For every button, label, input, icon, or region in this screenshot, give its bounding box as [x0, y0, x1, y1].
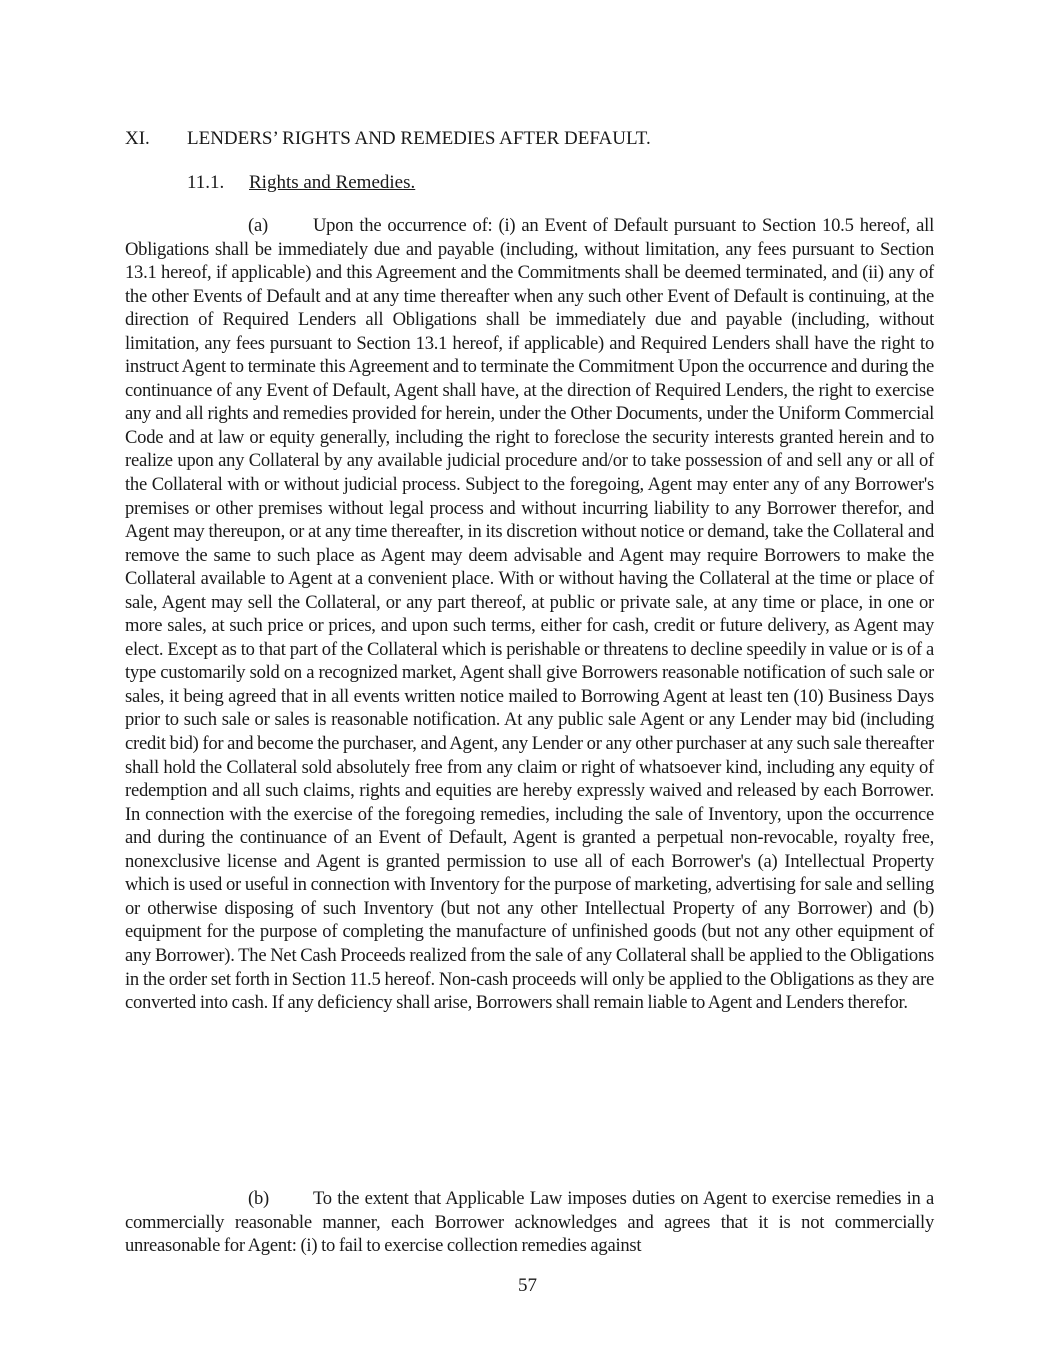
subsection-number: 11.1. [187, 172, 225, 193]
section-heading [125, 128, 651, 150]
section-title: LENDERS’ RIGHTS AND REMEDIES AFTER DEFAULT. [187, 128, 651, 149]
paragraph-a [125, 214, 934, 1015]
paragraph-a-label: (a) [248, 215, 268, 236]
paragraph-a-text: Upon the occurrence of: (i) an Event of Default pursuant to Section 10.5 hereof, all Obligations shall be immediately due and payable (including, without limitation, any fees pursuant to Section 13.1 hereof, if applicable) and this Agreement and the Commitments shall be deemed terminated, and (ii) any of the other Events of Default and at any time thereafter when any such other Event of Default is continuing, at the direction of Required Lenders all Obligations shall be immediately due and payable (including, without limitation, any fees pursuant to Section 13.1 hereof, if applicable) and Required Lenders shall have the right to instruct Agent to terminate this Agreement and to terminate the Commitment Upon the occurrence and during the continuance of any Event of Default, Agent shall have, at the direction of Required Lenders, the right to exercise any and all rights and remedies provided for herein, under the Other Documents, under the Uniform Commercial Code and at law or equity generally, including the right to foreclose the security interests granted herein and to realize upon any Collateral by any available judicial procedure and/or to take possession of and sell any or all of the Collateral with or without judicial process. Subject to the foregoing, Agent may enter any of any Borrower's premises or other premises without legal process and without incurring liability to any Borrower therefor, and Agent may thereupon, or at any time thereafter, in its discretion without notice or demand, take the Collateral and remove the same to such place as Agent may deem advisable and Agent may require Borrowers to make the Collateral available to Agent at a convenient place. With or without having the Collateral at the time or place of sale, Agent may sell the Collateral, or any part thereof, at public or private sale, at any time or place, in one or more sales, at such price or prices, and upon such terms, either for cash, credit or future delivery, as Agent may elect. Except as to that part of the Collateral which is perishable or threatens to decline speedily in value or is of a type customarily sold on a recognized market, Agent shall give Borrowers reasonable notification of such sale or sales, it being agreed that in all events written notice mailed to Borrowing Agent at least ten (10) Business Days prior to such sale or sales is reasonable notification. At any public sale Agent or any Lender may bid (including credit bid) for and become the purchaser, and Agent, any Lender or any other purchaser at any such sale thereafter shall hold the Collateral sold absolutely free from any claim or right of whatsoever kind, including any equity of redemption and all such claims, rights and equities are hereby expressly waived and released by each Borrower. In connection with the exercise of the foregoing remedies, including the sale of Inventory, upon the occurrence and during the continuance of an Event of Default, Agent is granted a perpetual non-revocable, royalty free, nonexclusive license and Agent is granted permission to use all of each Borrower's (a) Intellectual Property which is used or useful in connection with Inventory for the purpose of marketing, advertising for sale and selling or otherwise disposing of such Inventory (but not any other Intellectual Property of any Borrower) and (b) equipment for the purpose of completing the manufacture of unfinished goods (but not any other equipment of any Borrower). The Net Cash Proceeds realized from the sale of any Collateral shall be applied to the Obligations in the order set forth in Section 11.5 hereof. Non-cash proceeds will only be applied to the Obligations as they are converted into cash. If any deficiency shall arise, Borrowers shall remain liable to Agent and Lenders therefor. [125, 215, 934, 1014]
paragraph-b-label: (b) [248, 1188, 269, 1209]
subsection-title: Rights and Remedies. [249, 172, 416, 193]
page-number: 57 [518, 1275, 537, 1296]
subsection-heading [187, 172, 415, 194]
paragraph-b [125, 1187, 934, 1258]
section-number: XI. [125, 128, 150, 149]
paragraph-b-text: To the extent that Applicable Law imposes duties on Agent to exercise remedies in a commercially reasonable manner, each Borrower acknowledges and agrees that it is not commercially unreasonable for Agent: (i) to fail to exercise collection remedies against [125, 1188, 934, 1257]
